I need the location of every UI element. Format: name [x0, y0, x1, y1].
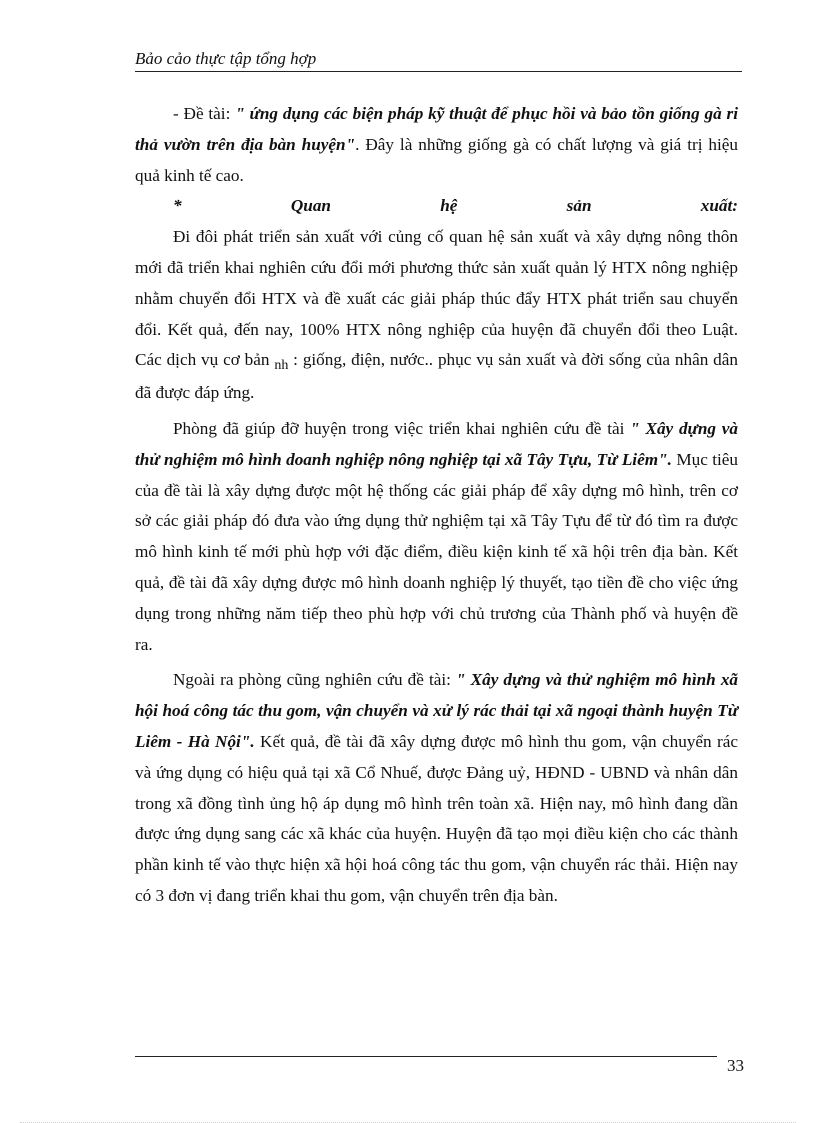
- heading-bullet: *: [173, 196, 182, 216]
- paragraph-prefix: - Đề tài:: [173, 104, 236, 123]
- topic-title: " Xây dựng và thử nghiệm mô hình doanh nghiệp nông nghiệp tại xã Tây Tựu, Từ Liêm".: [135, 418, 738, 469]
- paragraph-text: : giống, điện, nước.. phục vụ sản xuất và đời sống của nhân dân đã được đáp ứng.: [135, 350, 738, 403]
- document-body: [135, 99, 738, 912]
- topic-title: " ứng dụng các biện pháp kỹ thuật để phục hồi và bảo tồn giống gà ri thả vườn trên địa bàn huyện": [135, 104, 738, 154]
- paragraph-prefix: Phòng đã giúp đỡ huyện trong việc triển khai nghiên cứu đề tài: [173, 418, 631, 438]
- heading-word: xuất:: [700, 196, 738, 216]
- paragraph-fragment: nh: [274, 358, 289, 374]
- paragraph-text: Đi đôi phát triển sản xuất với củng cố quan hệ sản xuất và xây dựng nông thôn mới đã triển khai nghiên cứu đổi mới phương thức sản xuất quản lý HTX nông nghiệp nhằm chuyển đổi HTX và đề xuất các giải pháp thúc đẩy HTX phát triển sau chuyển đổi. Kết quả, đến nay, 100% HTX nông nghiệp của huyện đã chuyển đổi theo Luật. Các dịch vụ cơ bản: [135, 227, 738, 370]
- paragraph-prefix: Ngoài ra phòng cũng nghiên cứu đề tài:: [173, 670, 457, 690]
- footer-divider: [135, 1056, 717, 1057]
- heading-word: Quan: [290, 196, 331, 216]
- section-heading-production-relations: [135, 191, 738, 222]
- topic-title: " Xây dựng và thử nghiệm mô hình xã hội hoá công tác thu gom, vận chuyển và xử lý rác thải tại xã ngoại thành huyện Từ Liêm - Hà Nội".: [135, 670, 739, 751]
- page-header: [135, 49, 742, 72]
- paragraph-topic-chicken: [135, 99, 738, 191]
- paragraph-text: Mục tiêu của đề tài là xây dựng được một hệ thống các giải pháp để xây dựng mô hình, trên cơ sở các giải pháp đó đưa vào ứng dụng thử nghiệm tại xã Tây Tựu để từ đó tìm ra được mô hình kinh tế mới phù hợp với đặc điểm, điều kiện kinh tế xã hội trên địa bàn. Kết quả, đề tài đã xây dựng được mô hình doanh nghiệp lý thuyết, tạo tiền đề cho việc ứng dụng trong những năm tiếp theo phù hợp với chủ trương của Thành phố và huyện đề ra.: [135, 449, 739, 654]
- heading-word: sản: [566, 196, 592, 216]
- paragraph-topic-enterprise: [135, 414, 738, 660]
- heading-word: hệ: [440, 196, 458, 216]
- paragraph-text: Kết quả, đề tài đã xây dựng được mô hình thu gom, vận chuyển rác và ứng dụng có hiệu quả tại xã Cổ Nhuế, được Đảng uỷ, HĐND - UBND và nhân dân trong xã đồng tình ủng hộ áp dụng mô hình trên toàn xã. Hiện nay, mô hình đang dần được ứng dụng sang các xã khác của huyện. Huyện đã tạo mọi điều kiện cho các thành phần kinh tế vào thực hiện xã hội hoá công tác thu gom, vận chuyển rác thải. Hiện nay có 3 đơn vị đang triển khai thu gom, vận chuyển trên địa bàn.: [135, 731, 738, 905]
- paragraph-text: . Đây là những giống gà có chất lượng và giá trị hiệu quả kinh tế cao.: [135, 134, 738, 185]
- paragraph-production-relations: [135, 222, 738, 409]
- paragraph-topic-waste: [135, 665, 738, 911]
- header-title: Bảo cảo thực tập tổng hợp: [135, 49, 317, 68]
- page-number: 33: [727, 1056, 744, 1075]
